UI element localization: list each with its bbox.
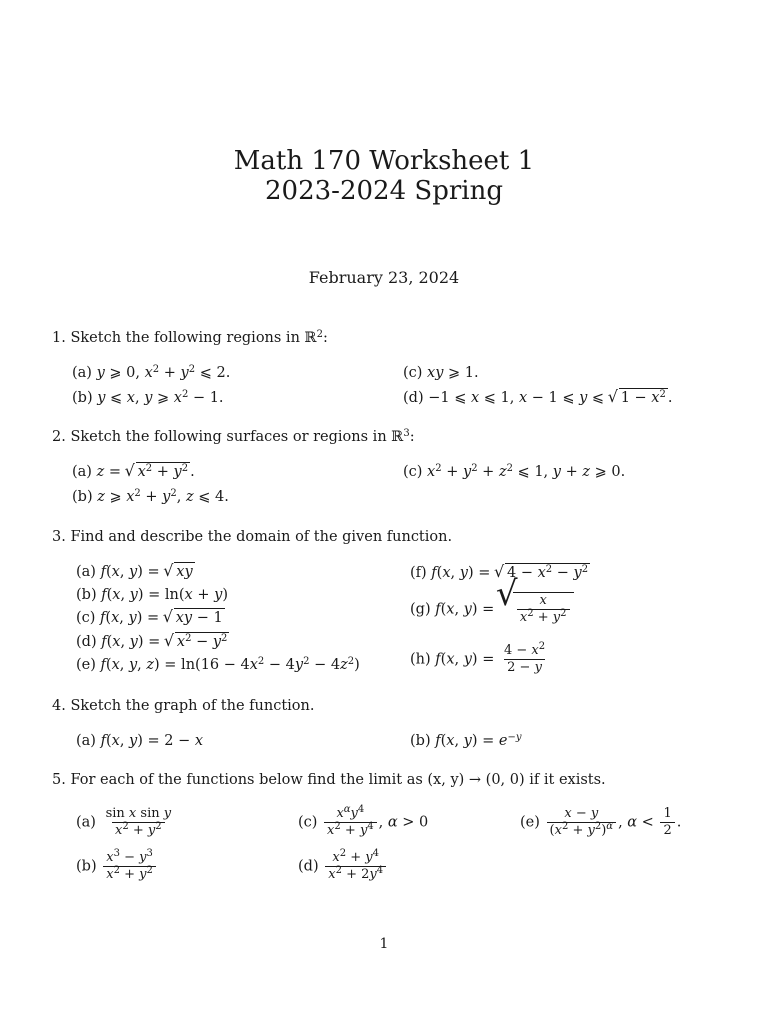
title-line-1: Math 170 Worksheet 1 xyxy=(233,146,535,176)
problem-3c-label: (c) xyxy=(76,610,96,626)
problem-1a-label: (a) xyxy=(72,365,92,381)
problem-5c: (c) $\frac{x^\alpha y^4}{x^2 + y^4}$ , α > 0 xyxy=(298,804,429,838)
problem-5d-label: (d) xyxy=(298,858,319,875)
problem-5-text: For each of the functions below find the limit as (x, y) → (0, 0) if it exists. xyxy=(70,772,606,788)
problem-5b-label: (b) xyxy=(76,858,97,875)
problem-2-heading xyxy=(52,427,415,447)
problem-4-number: 4. xyxy=(52,698,66,714)
problem-3f-label: (f) xyxy=(410,565,427,581)
problem-3h-label: (h) xyxy=(410,651,431,668)
problem-4-text: Sketch the graph of the function. xyxy=(70,698,315,714)
problem-3d-label: (d) xyxy=(76,634,97,650)
problem-3g-label: (g) xyxy=(410,601,431,618)
problem-4a-label: (a) xyxy=(76,733,96,749)
problem-5a: (a) $\frac{\text{sin x sin y}}{x^2 + y^2}$ xyxy=(76,806,172,838)
problem-4a: (a) f(x, y) = 2 − x xyxy=(76,733,204,749)
problem-3e-label: (e) xyxy=(76,657,96,673)
problem-3d: (d) f(x, y) = √ $x^2 - y^2$ xyxy=(76,632,229,652)
problem-3-heading xyxy=(52,527,452,547)
page-number: 1 xyxy=(379,936,389,952)
problem-2-tail: : xyxy=(409,429,415,445)
problem-2b-label: (b) xyxy=(72,489,93,505)
problem-2c-label: (c) xyxy=(403,464,423,480)
problem-1b-label: (b) xyxy=(72,390,93,406)
problem-4b: (b) f(x, $y) = e^{-y}$ xyxy=(410,732,522,749)
problem-2a-label: (a) xyxy=(72,464,92,480)
problem-2b: (b) z ⩾ $x^2 + y^2$, z ⩽ 4. xyxy=(72,488,229,505)
problem-1-exp: 2 xyxy=(316,329,323,340)
problem-3b: (b) f(x, y) = ln(x + y) xyxy=(76,587,228,603)
problem-1d-label: (d) xyxy=(403,390,424,406)
problem-3e: (e) f(x, y, $z) = \ln(16 - 4x^2 - 4y^2 - 4z^2)$ xyxy=(76,656,360,673)
problem-2a: (a) z = √ $x^2 + y^2$ . xyxy=(72,462,195,482)
problem-2-exp: 3 xyxy=(403,428,410,439)
problem-2c: (c) $x^2 + y^2 + z^2$ ⩽ 1, y + z ⩾ 0. xyxy=(403,463,626,480)
problem-2-number: 2. xyxy=(52,429,66,445)
problem-5e: (e) $\frac{x - y}{(x^2 + y^2)^\alpha}$ , α < $\frac{1}{2}$ . xyxy=(520,806,682,838)
problem-1-text: Sketch the following regions in ℝ xyxy=(70,330,317,346)
problem-3a: (a) f(x, y) = √ xy xyxy=(76,562,195,582)
problem-3f: (f) f(x, y) = √ $4 - x^2 - y^2$ xyxy=(410,563,590,583)
problem-4b-label: (b) xyxy=(410,733,431,749)
problem-3h: (h) f(x, y) = $\frac{4 - x^2}{2 - y}$ xyxy=(410,641,546,675)
problem-3c: (c) f(x, y) = √ xy − 1 xyxy=(76,608,225,628)
problem-5-heading xyxy=(52,770,606,790)
problem-1c-label: (c) xyxy=(403,365,423,381)
problem-1d: (d) −1 ⩽ x ⩽ 1, x − 1 ⩽ y ⩽ √ $1 - x^2$ . xyxy=(403,388,672,408)
problem-2-text: Sketch the following surfaces or regions in ℝ xyxy=(70,429,404,445)
problem-5c-label: (c) xyxy=(298,814,318,831)
problem-1-number: 1. xyxy=(52,330,66,346)
problem-1-tail: : xyxy=(322,330,328,346)
problem-5b: (b) $\frac{x^3 - y^3}{x^2 + y^2}$ xyxy=(76,850,158,883)
problem-1b: (b) y ⩽ x, y ⩾ $x^2 - 1$. xyxy=(72,389,224,406)
problem-3b-label: (b) xyxy=(76,587,97,603)
problem-5a-label: (a) xyxy=(76,814,96,831)
problem-3-number: 3. xyxy=(52,529,66,545)
problem-1a: (a) y ⩾ 0, $x^2 + y^2$ ⩽ 2. xyxy=(72,364,231,381)
problem-5e-label: (e) xyxy=(520,814,540,831)
problem-5d: (d) $\frac{x^2 + y^4}{x^2 + 2y^4}$ xyxy=(298,850,388,883)
problem-1-heading xyxy=(52,328,328,348)
problem-3g: (g) f(x, y) = √ $\frac{x}{x^2 + y^2}$ xyxy=(410,592,574,626)
problem-3a-label: (a) xyxy=(76,564,96,580)
problem-3-text: Find and describe the domain of the given function. xyxy=(70,529,453,545)
worksheet-title xyxy=(0,146,768,206)
title-line-2: 2023-2024 Spring xyxy=(265,176,503,206)
worksheet-date: February 23, 2024 xyxy=(308,268,460,287)
problem-5-number: 5. xyxy=(52,772,66,788)
problem-4-heading xyxy=(52,696,314,716)
problem-1c: (c) xy ⩾ 1. xyxy=(403,365,479,381)
